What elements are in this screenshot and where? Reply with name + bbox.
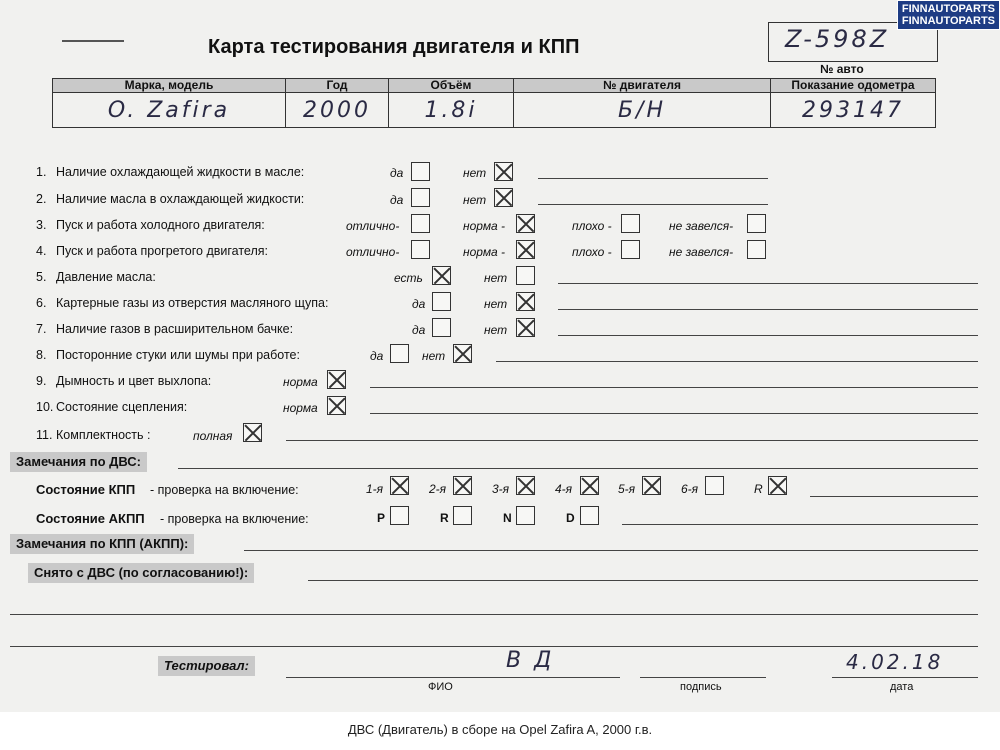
check-6-yes-checkbox[interactable] [432,292,451,311]
kpp-remarks-line [244,550,978,551]
check-7-opt-yes: да [412,323,426,337]
akpp-gear-n-label: N [503,511,512,525]
check-7-no-checkbox[interactable] [516,318,535,337]
check-2-no-checkbox[interactable] [494,188,513,207]
removed-line-3 [10,646,978,647]
value-engine-no: Б/Н [514,93,771,128]
check-4-opt-normal: норма - [463,245,506,259]
check-4-num: 4. [36,244,47,258]
check-4-normal-checkbox[interactable] [516,240,535,259]
check-3-bad-checkbox[interactable] [621,214,640,233]
value-odometer: 293147 [771,93,936,128]
check-11-num: 11. [36,428,53,442]
dvs-remarks-line [178,468,978,469]
kpp-gear-2-label: 2-я [429,482,447,496]
check-3-opt-no-start: не завелся- [669,219,734,233]
check-3-opt-normal: норма - [463,219,506,233]
corner-mark [62,40,124,42]
akpp-gear-r-label: R [440,511,449,525]
check-9-label: Дымность и цвет выхлопа: [56,374,212,388]
check-8-note-line [496,361,978,362]
check-7-label: Наличие газов в расширительном бачке: [56,322,294,336]
kpp-suffix: - проверка на включение: [150,483,299,497]
kpp-remarks-label: Замечания по КПП (АКПП): [10,534,194,554]
check-8-no-checkbox[interactable] [453,344,472,363]
tested-initials: В Д [506,648,555,673]
vehicle-info-table [52,78,936,128]
check-1-no-checkbox[interactable] [494,162,513,181]
kpp-gear-6-checkbox[interactable] [705,476,724,495]
check-6-num: 6. [36,296,47,310]
check-3-normal-checkbox[interactable] [516,214,535,233]
akpp-gear-n-checkbox[interactable] [516,506,535,525]
check-4-no-start-checkbox[interactable] [747,240,766,259]
tested-date: 4.02.18 [846,650,944,674]
check-6-opt-no: нет [484,297,508,311]
col-odometer: Показание одометра [771,79,936,93]
check-2-opt-no: нет [463,193,487,207]
value-year: 2000 [286,93,389,128]
check-4-bad-checkbox[interactable] [621,240,640,259]
kpp-label: Состояние КПП [36,482,136,497]
check-4-label: Пуск и работа прогретого двигателя: [56,244,268,258]
watermark-logo [897,0,1000,30]
check-9-note-line [370,387,978,388]
check-2-note-line [538,204,768,205]
kpp-gear-5-label: 5-я [618,482,636,496]
check-3-opt-excellent: отлично- [346,219,400,233]
check-11-label: Комплектность : [56,428,151,442]
card-title: Карта тестирования двигателя и КПП [208,36,580,58]
check-4-opt-excellent: отлично- [346,245,400,259]
check-9-normal-checkbox[interactable] [327,370,346,389]
kpp-gear-4-label: 4-я [555,482,573,496]
kpp-gear-3-label: 3-я [492,482,510,496]
check-2-opt-yes: да [390,193,404,207]
value-volume: 1.8i [389,93,514,128]
check-6-opt-yes: да [412,297,426,311]
car-number-label: № авто [820,62,864,76]
kpp-gear-1-checkbox[interactable] [390,476,409,495]
akpp-label: Состояние АКПП [36,511,145,526]
check-3-label: Пуск и работа холодного двигателя: [56,218,265,232]
check-1-note-line [538,178,768,179]
check-9-num: 9. [36,374,47,388]
check-5-opt-no: нет [484,271,508,285]
check-4-opt-no-start: не завелся- [669,245,734,259]
fio-caption: ФИО [428,681,453,693]
kpp-gear-2-checkbox[interactable] [453,476,472,495]
photo-caption: ДВС (Двигатель) в сборе на Opel Zafira A, 2000 г.в. [347,722,653,737]
check-5-no-checkbox[interactable] [516,266,535,285]
date-caption: дата [890,681,914,693]
kpp-gear-1-label: 1-я [366,482,384,496]
check-5-num: 5. [36,270,47,284]
check-6-note-line [558,309,978,310]
check-9-opt-normal: норма [283,375,318,389]
akpp-gear-d-label: D [566,511,575,525]
check-5-label: Давление масла: [56,270,156,284]
value-make-model: O. Zafira [53,93,286,128]
tested-label: Тестировал: [158,656,255,676]
akpp-gear-p-checkbox[interactable] [390,506,409,525]
watermark-line-2: FINNAUTOPARTS [901,15,995,27]
kpp-gear-r-label: R [754,482,763,496]
akpp-gear-p-label: P [377,511,386,525]
check-2-label: Наличие масла в охлаждающей жидкости: [56,192,305,206]
check-6-label: Картерные газы из отверстия масляного щупа: [56,296,329,310]
check-3-no-start-checkbox[interactable] [747,214,766,233]
kpp-gear-5-checkbox[interactable] [642,476,661,495]
check-5-opt-yes: есть [394,271,423,285]
check-10-num: 10. [36,400,54,414]
check-1-label: Наличие охлаждающей жидкости в масле: [56,165,305,179]
kpp-note-line [810,496,978,497]
check-11-full-checkbox[interactable] [243,423,262,442]
kpp-gear-3-checkbox[interactable] [516,476,535,495]
signature-line [640,677,766,678]
col-volume: Объём [389,79,514,93]
akpp-gear-d-checkbox[interactable] [580,506,599,525]
check-1-opt-yes: да [390,166,404,180]
col-year: Год [286,79,389,93]
removed-label: Снято с ДВС (по согласованию!): [28,563,254,583]
check-10-label: Состояние сцепления: [56,400,188,414]
removed-line-1 [308,580,978,581]
col-make-model: Марка, модель [53,79,286,93]
akpp-note-line [622,524,978,525]
check-10-normal-checkbox[interactable] [327,396,346,415]
check-7-yes-checkbox[interactable] [432,318,451,337]
akpp-suffix: - проверка на включение: [160,512,309,526]
check-5-note-line [558,283,978,284]
kpp-gear-4-checkbox[interactable] [580,476,599,495]
akpp-gear-r-checkbox[interactable] [453,506,472,525]
check-3-opt-bad: плохо - [572,219,612,233]
check-7-note-line [558,335,978,336]
check-8-label: Посторонние стуки или шумы при работе: [56,348,300,362]
car-number-value: Z-598Z [785,25,890,53]
dvs-remarks-label: Замечания по ДВС: [10,452,147,472]
removed-line-2 [10,614,978,615]
check-1-opt-no: нет [463,166,487,180]
kpp-gear-6-label: 6-я [681,482,699,496]
check-4-opt-bad: плохо - [572,245,612,259]
check-7-num: 7. [36,322,47,336]
watermark-line-1: FINNAUTOPARTS [901,3,995,15]
check-4-excellent-checkbox[interactable] [411,240,430,259]
check-8-num: 8. [36,348,47,362]
check-3-num: 3. [36,218,47,232]
check-5-yes-checkbox[interactable] [432,266,451,285]
check-11-note-line [286,440,978,441]
fio-line [286,677,620,678]
check-1-yes-checkbox[interactable] [411,162,430,181]
check-8-opt-yes: да [370,349,384,363]
check-8-yes-checkbox[interactable] [390,344,409,363]
check-1-num: 1. [36,165,47,179]
check-6-no-checkbox[interactable] [516,292,535,311]
kpp-gear-r-checkbox[interactable] [768,476,787,495]
check-10-opt-normal: норма [283,401,318,415]
check-8-opt-no: нет [422,349,446,363]
signature-caption: подпись [680,681,722,693]
col-engine-no: № двигателя [514,79,771,93]
date-line [832,677,978,678]
check-7-opt-no: нет [484,323,508,337]
check-3-excellent-checkbox[interactable] [411,214,430,233]
check-2-num: 2. [36,192,47,206]
check-11-opt-full: полная [193,429,233,443]
check-2-yes-checkbox[interactable] [411,188,430,207]
check-10-note-line [370,413,978,414]
